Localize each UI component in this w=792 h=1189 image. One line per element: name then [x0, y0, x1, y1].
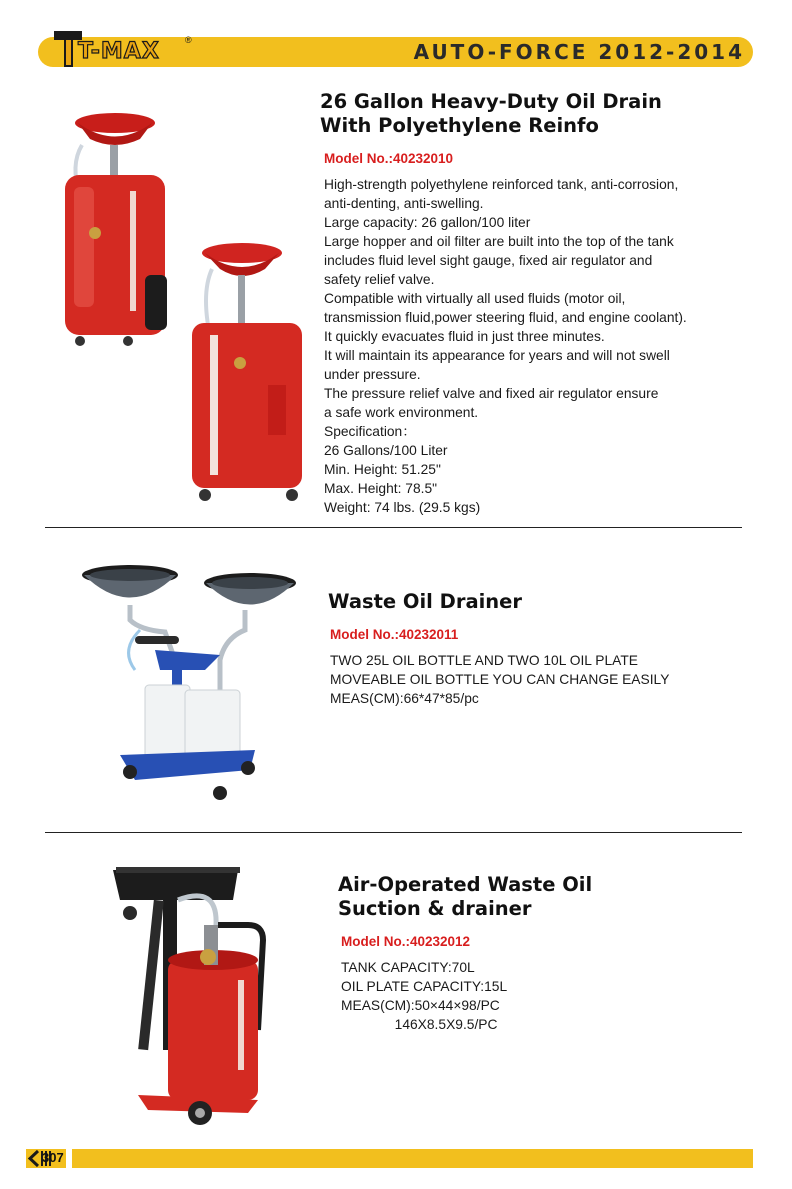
waste-oil-drainer-image	[80, 560, 310, 805]
description-line: safety relief valve.	[324, 272, 435, 287]
product-3-description	[341, 958, 507, 1034]
product-1-title	[320, 90, 662, 138]
description-line: 146X8.5X9.5/PC	[341, 1017, 498, 1032]
description-line: Weight: 74 lbs. (29.5 kgs)	[324, 500, 481, 515]
footer-bar	[72, 1149, 753, 1168]
product-1-model-number: Model No.:40232010	[324, 151, 454, 166]
description-line: TWO 25L OIL BOTTLE AND TWO 10L OIL PLATE	[330, 653, 638, 668]
product-2-model-number: Model No.:40232011	[330, 627, 459, 642]
product-3-title-line: Suction & drainer	[338, 897, 532, 920]
oil-drain-tank-image	[60, 105, 310, 515]
air-operated-drainer-image	[108, 865, 283, 1127]
product-2-description	[330, 651, 669, 708]
description-line: It quickly evacuates fluid in just three minutes.	[324, 329, 605, 344]
description-line: MOVEABLE OIL BOTTLE YOU CAN CHANGE EASILY	[330, 672, 670, 687]
product-1-title-line: 26 Gallon Heavy-Duty Oil Drain	[320, 90, 662, 113]
description-line: It will maintain its appearance for years and will not swell	[324, 348, 670, 363]
product-2-title	[328, 590, 522, 614]
product-3-title	[338, 873, 592, 921]
description-line: The pressure relief valve and fixed air regulator ensure	[324, 386, 659, 401]
product-1-title-line: With Polyethylene Reinfo	[320, 114, 599, 137]
description-line: under pressure.	[324, 367, 421, 382]
product-3-title-line: Air-Operated Waste Oil	[338, 873, 593, 896]
brand-name: T-MAX	[78, 39, 160, 64]
description-line: 26 Gallons/100 Liter	[324, 443, 448, 458]
series-title: AUTO-FORCE 2012-2014	[413, 40, 745, 64]
description-line: MEAS(CM):66*47*85/pc	[330, 691, 479, 706]
description-line: OIL PLATE CAPACITY:15L	[341, 979, 508, 994]
section-divider	[45, 527, 742, 528]
description-line: MEAS(CM):50×44×98/PC	[341, 998, 500, 1013]
product-1-description	[324, 175, 687, 517]
description-line: Large capacity: 26 gallon/100 liter	[324, 215, 531, 230]
description-line: Max. Height: 78.5"	[324, 481, 438, 496]
description-line: High-strength polyethylene reinforced tank, anti-corrosion,	[324, 177, 679, 192]
description-line: Min. Height: 51.25"	[324, 462, 441, 477]
product-2-title-line: Waste Oil Drainer	[328, 590, 523, 613]
description-line: TANK CAPACITY:70L	[341, 960, 475, 975]
registered-mark: ®	[185, 35, 192, 45]
description-line: Large hopper and oil filter are built into the top of the tank	[324, 234, 674, 249]
description-line: anti-denting, anti-swelling.	[324, 196, 484, 211]
description-line: Compatible with virtually all used fluids (motor oil,	[324, 291, 626, 306]
brand-logo	[48, 27, 198, 71]
page-number: 307	[42, 1150, 64, 1165]
section-divider	[45, 832, 742, 833]
description-line: a safe work environment.	[324, 405, 479, 420]
description-line: transmission fluid,power steering fluid, and engine coolant).	[324, 310, 687, 325]
description-line: Specification：	[324, 424, 417, 439]
product-3-model-number: Model No.:40232012	[341, 934, 471, 949]
description-line: includes fluid level sight gauge, fixed air regulator and	[324, 253, 653, 268]
